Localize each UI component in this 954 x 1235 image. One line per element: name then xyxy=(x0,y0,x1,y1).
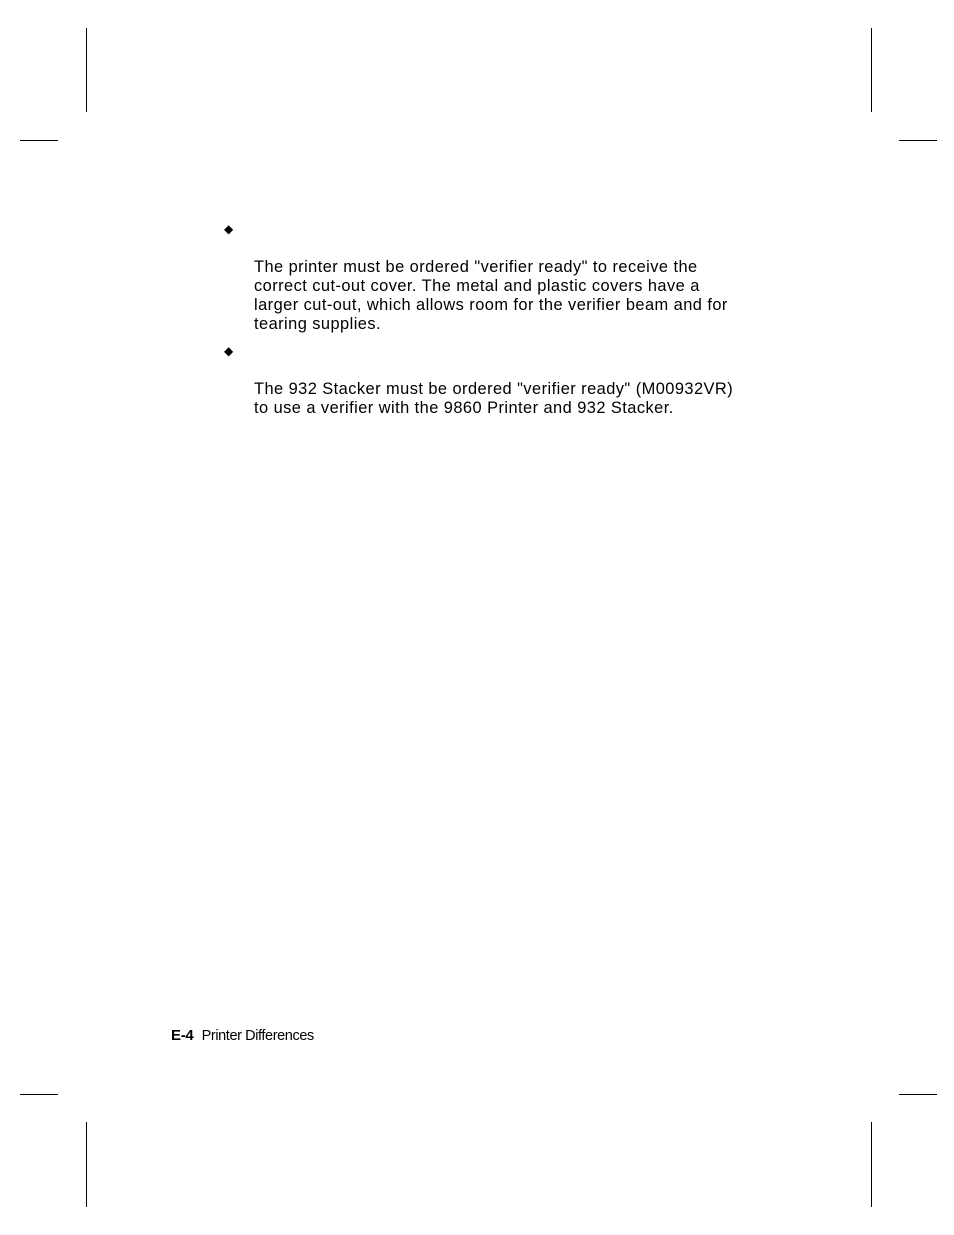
bullet-item xyxy=(224,220,784,334)
section-title: Printer Differences xyxy=(201,1028,314,1044)
crop-mark-bottom-left-horizontal xyxy=(20,1094,58,1095)
bullet-item xyxy=(224,342,784,418)
crop-mark-bottom-right-horizontal xyxy=(899,1094,937,1095)
crop-mark-top-left-horizontal xyxy=(20,140,58,141)
bullet-text: The printer must be ordered "verifier ready" to receive the correct cut-out cover. The metal and plastic covers have a larger cut-out, which allows room for the verifier beam and for tearing supplies. xyxy=(254,258,728,333)
page-number: E-4 xyxy=(171,1027,194,1044)
crop-mark-bottom-right-vertical xyxy=(871,1122,872,1207)
crop-mark-bottom-left-vertical xyxy=(86,1122,87,1207)
diamond-bullet-icon: ◆ xyxy=(224,344,234,358)
diamond-bullet-icon: ◆ xyxy=(224,222,234,236)
page-footer xyxy=(171,1026,314,1046)
crop-mark-top-right-vertical xyxy=(871,28,872,112)
bullet-text: The 932 Stacker must be ordered "verifier ready" (M00932VR) to use a verifier with the 9860 Printer and 932 Stacker. xyxy=(254,380,734,417)
bullet-list xyxy=(224,220,784,426)
crop-mark-top-right-horizontal xyxy=(899,140,937,141)
crop-mark-top-left-vertical xyxy=(86,28,87,112)
